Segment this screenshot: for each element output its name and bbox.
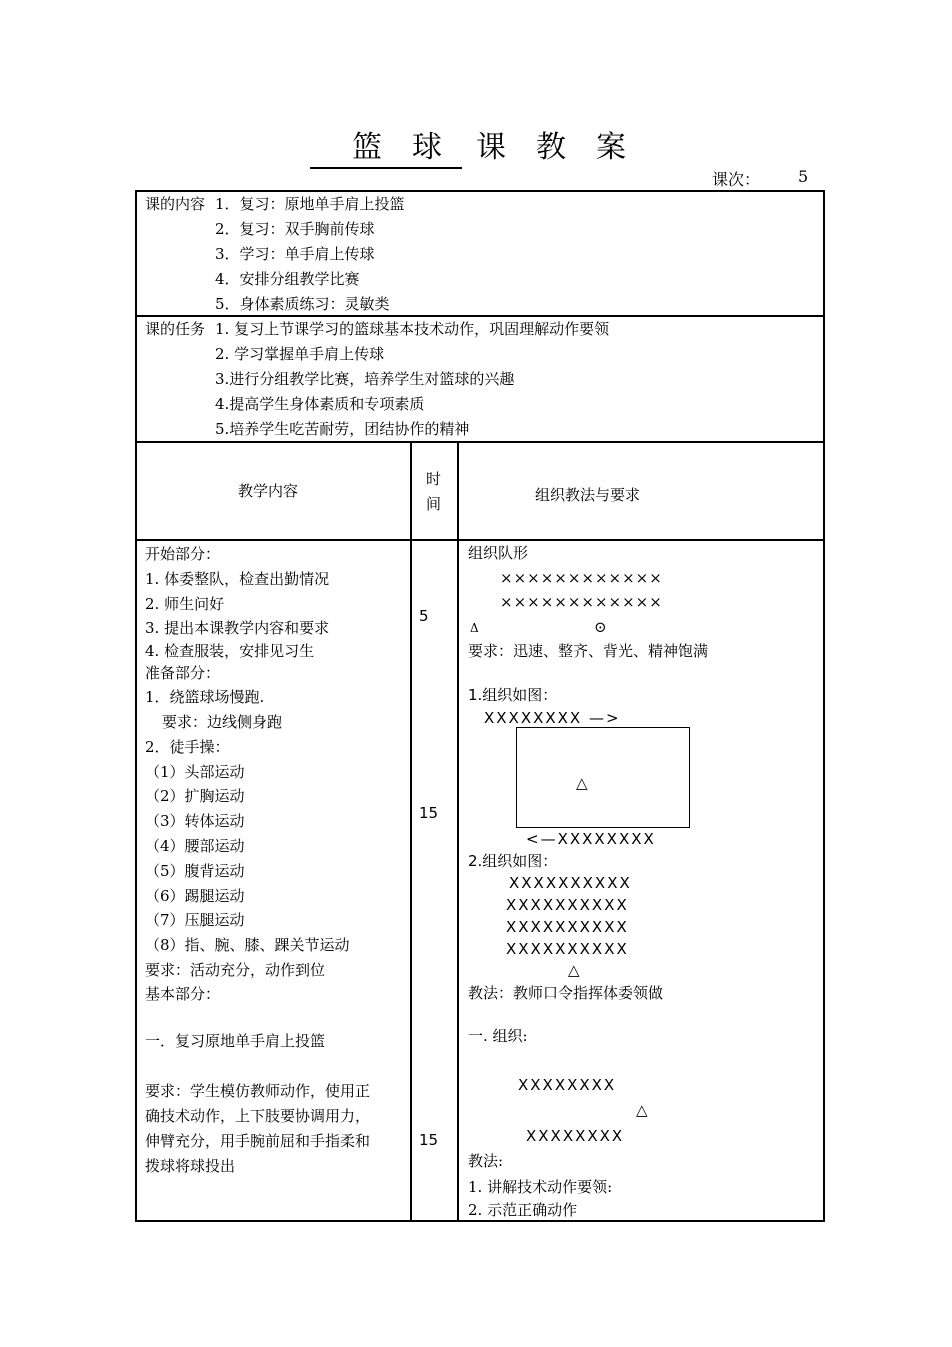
header-time-2: 间: [426, 495, 442, 513]
lesson-number-label: 课次：: [712, 170, 761, 189]
teacher-mark: Δ: [470, 621, 479, 635]
org2-triangle: △: [568, 961, 580, 979]
left-line: 要求：边线侧身跑: [162, 713, 283, 731]
org2-title: 2.组织如图：: [468, 852, 558, 870]
method2-title: 教法:: [468, 1152, 504, 1170]
task-label: 课的任务: [145, 320, 206, 338]
task-item: 5.培养学生吃苦耐劳，团结协作的精神: [215, 420, 470, 438]
formation-row: ××××××××××××: [500, 593, 663, 611]
lesson-number: [712, 167, 809, 190]
time-value: 5: [419, 607, 429, 625]
org3-triangle: △: [636, 1101, 648, 1119]
left-line: 开始部分：: [145, 545, 221, 563]
time-value: 15: [419, 1131, 439, 1149]
left-line: （7）压腿运动: [145, 911, 245, 929]
column-divider: [457, 441, 459, 1222]
content-item: 2．复习：双手胸前传球: [215, 220, 375, 238]
content-item: 5．身体素质练习：灵敏类: [215, 295, 390, 313]
left-line: 4. 检查服装，安排见习生: [145, 642, 315, 660]
left-line: 要求：学生模仿教师动作，使用正: [145, 1082, 371, 1100]
left-line: （4）腰部运动: [145, 837, 245, 855]
formation-requirement: 要求：迅速、整齐、背光、精神饱满: [468, 642, 709, 660]
left-line: （2）扩胸运动: [145, 787, 245, 805]
org3-title: 一. 组织:: [468, 1027, 528, 1045]
task-item: 4.提高学生身体素质和专项素质: [215, 395, 425, 413]
left-line: 1．绕篮球场慢跑.: [145, 688, 265, 706]
table-divider: [135, 441, 825, 443]
org1-triangle: △: [576, 774, 588, 792]
org3-row: XXXXXXXX: [518, 1076, 617, 1094]
left-line: 2. 师生问好: [145, 595, 225, 613]
method2-item: 1. 讲解技术动作要领:: [468, 1178, 613, 1196]
org1-top-row: XXXXXXXX —>: [484, 709, 621, 727]
header-method: 组织教法与要求: [535, 486, 641, 504]
left-line: 确技术动作，上下肢要协调用力，: [145, 1107, 371, 1125]
left-line: （1）头部运动: [145, 763, 245, 781]
header-time-1: 时: [426, 470, 442, 488]
center-mark: ⊙: [594, 618, 607, 636]
left-line: 准备部分：: [145, 664, 221, 682]
court-diagram: [516, 727, 690, 828]
org2-row: XXXXXXXXXX: [509, 874, 632, 892]
left-line: 要求：活动充分，动作到位: [145, 961, 326, 979]
content-item: 4．安排分组教学比赛: [215, 270, 360, 288]
org1-bottom-row: <—XXXXXXXX: [526, 830, 656, 848]
left-line: 3. 提出本课教学内容和要求: [145, 619, 330, 637]
left-line: （6）踢腿运动: [145, 887, 245, 905]
page-title: 篮 球 课 教 案: [0, 122, 952, 166]
left-line: 伸臂充分，用手腕前屈和手指柔和: [145, 1132, 371, 1150]
content-item: 3．学习：单手肩上传球: [215, 245, 375, 263]
task-item: 1. 复习上节课学习的篮球基本技术动作，巩固理解动作要领: [215, 320, 610, 338]
time-value: 15: [419, 804, 439, 822]
task-item: 3.进行分组教学比赛，培养学生对篮球的兴趣: [215, 370, 515, 388]
lesson-number-value: 5: [798, 167, 809, 186]
content-item: 1．复习：原地单手肩上投篮: [215, 195, 405, 213]
content-label: 课的内容: [145, 195, 206, 213]
title-underlined: 篮 球: [310, 130, 462, 169]
table-divider: [135, 315, 825, 317]
method2-item: 2. 示范正确动作: [468, 1201, 578, 1219]
left-line: 基本部分：: [145, 985, 221, 1003]
org2-row: XXXXXXXXXX: [506, 918, 629, 936]
org2-row: XXXXXXXXXX: [506, 940, 629, 958]
header-content: 教学内容: [238, 482, 299, 500]
left-line: 2．徒手操：: [145, 738, 230, 756]
org3-row: XXXXXXXX: [526, 1127, 625, 1145]
left-line: （8）指、腕、膝、踝关节运动: [145, 936, 350, 954]
formation-row: ××××××××××××: [500, 569, 663, 587]
left-line: （5）腹背运动: [145, 862, 245, 880]
method-text: 教法：教师口令指挥体委领做: [468, 984, 664, 1002]
column-divider: [410, 441, 412, 1222]
task-item: 2. 学习掌握单手肩上传球: [215, 345, 385, 363]
left-line: 拨球将球投出: [145, 1157, 236, 1175]
table-divider: [135, 539, 825, 541]
org2-row: XXXXXXXXXX: [506, 896, 629, 914]
left-line: 一．复习原地单手肩上投篮: [145, 1032, 326, 1050]
org1-title: 1.组织如图：: [468, 686, 558, 704]
formation-title: 组织队形: [468, 544, 529, 562]
left-line: 1. 体委整队，检查出勤情况: [145, 570, 330, 588]
left-line: （3）转体运动: [145, 812, 245, 830]
